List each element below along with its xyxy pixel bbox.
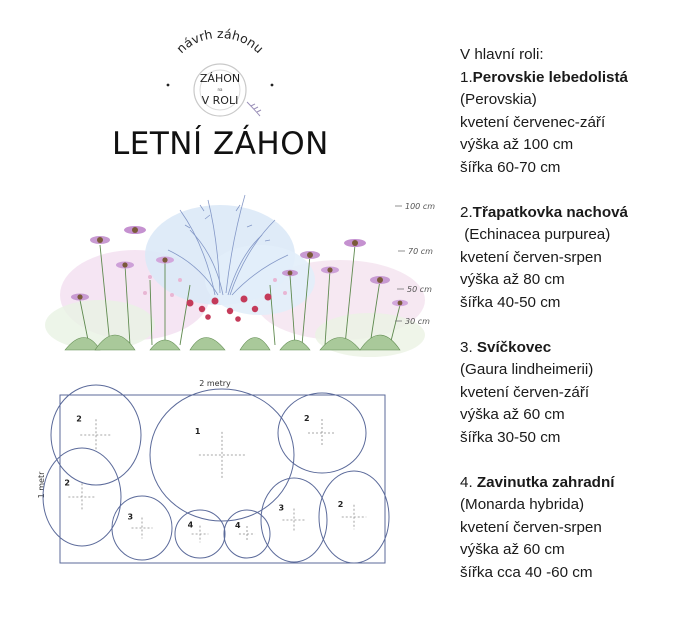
plan-circle <box>261 478 327 562</box>
plant-number: 1. <box>460 68 473 86</box>
plan-circle-number: 4 <box>187 520 194 530</box>
plan-circle <box>175 510 225 558</box>
plan-circle <box>150 389 294 521</box>
plant-item-4 <box>460 472 680 585</box>
plan-circle-number: 2 <box>337 499 344 509</box>
height-label-30: 30 cm <box>405 317 430 326</box>
plan-circle-number: 2 <box>76 414 82 424</box>
plant-height: výška až 60 cm <box>460 541 565 558</box>
logo <box>150 28 290 128</box>
flowerbed-illustration <box>40 185 450 375</box>
plant-height: výška až 80 cm <box>460 271 565 288</box>
plant-name: Třapatkovka nachová <box>472 203 628 221</box>
plant-width: šířka 40-50 cm <box>460 293 561 311</box>
plant-width: šířka 30-50 cm <box>460 428 561 446</box>
plan-circle <box>51 385 141 488</box>
plan-width-label: 2 metry <box>199 379 231 388</box>
logo-line2: V ROLI <box>201 94 239 107</box>
plant-bloom: kvetení červen-srpen <box>460 518 602 536</box>
plant-number: 4. <box>460 473 477 491</box>
plant-bloom: kvetení červen-srpen <box>460 248 602 266</box>
height-label-70: 70 cm <box>408 247 433 256</box>
plant-item-2 <box>460 202 680 315</box>
logo-arc-text: návrh záhonu <box>173 28 267 57</box>
plant-item-1 <box>460 67 680 180</box>
plant-list-heading: V hlavní roli: <box>460 46 544 63</box>
plant-bloom: kvetení červen-září <box>460 383 590 401</box>
plan-circle-number: 3 <box>127 512 134 522</box>
page-title: LETNÍ ZÁHON <box>112 126 329 162</box>
plant-latin: (Gaura lindheimerii) <box>460 361 594 378</box>
plan-circle <box>278 393 366 473</box>
plant-name: Svíčkovec <box>476 338 552 356</box>
plant-width: šířka 60-70 cm <box>460 158 561 176</box>
plant-number: 3. <box>460 338 477 356</box>
plant-latin: (Monarda hybrida) <box>460 496 585 513</box>
lavender-sprig-icon <box>247 102 261 116</box>
plant-height: výška až 60 cm <box>460 406 565 423</box>
height-label-100: 100 cm <box>405 202 436 211</box>
plan-circle <box>43 448 121 546</box>
plan-circle <box>112 496 172 560</box>
plant-latin: (Perovskia) <box>460 91 537 108</box>
logo-small: na <box>217 87 223 92</box>
plant-item-3 <box>460 337 680 450</box>
logo-line1: ZÁHON <box>199 72 241 85</box>
plant-list <box>460 44 680 584</box>
plant-bloom: kvetení červenec-září <box>460 113 606 131</box>
plan-circle-number: 4 <box>234 520 241 530</box>
plan-circle-number: 2 <box>304 414 310 423</box>
height-label-50: 50 cm <box>407 285 432 294</box>
plant-name: Perovskie lebedolistá <box>472 68 628 86</box>
plant-height: výška až 100 cm <box>460 136 574 153</box>
plan-circle-number: 2 <box>64 478 70 488</box>
plant-number: 2. <box>460 203 473 221</box>
plan-height-label: 1 metr <box>37 471 46 499</box>
plant-latin: (Echinacea purpurea) <box>460 226 611 243</box>
plant-name: Zavinutka zahradní <box>476 473 615 491</box>
plan-circle <box>319 471 389 563</box>
plan-circle-number: 3 <box>278 503 285 513</box>
plant-width: šířka cca 40 -60 cm <box>460 563 593 581</box>
plan-circle-number: 1 <box>194 426 201 436</box>
planting-plan <box>30 375 400 570</box>
